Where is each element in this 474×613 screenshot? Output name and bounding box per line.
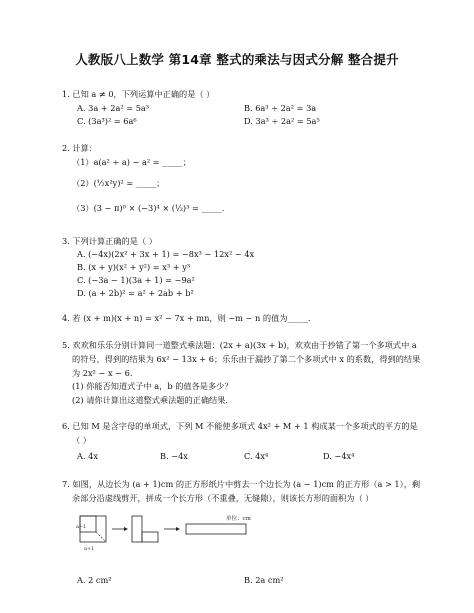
q1-stem: 1. 已知 a ≠ 0，下列运算中正确的是（ ）: [62, 89, 215, 99]
q3-option-c: C. (−3a − 1)(3a + 1) = −9a²: [77, 275, 195, 285]
q3-option-d: D. (a + 2b)² = a² + 2ab + b²: [77, 288, 194, 298]
side-label: a−1: [76, 524, 87, 530]
q6-line-1: 6. 已知 M 是含字母的单项式，下列 M 不能使多项式 4x² + M + 1 构成某一个多项式的平方的是: [62, 421, 418, 431]
q7-line-1: 7. 如图，从边长为 (a + 1)cm 的正方形纸片中剪去一个边长为 (a − 1)cm 的正方形（a > 1），剩: [62, 479, 421, 489]
page-title: 人教版八上数学 第14章 整式的乘法与因式分解 整合提升: [75, 52, 399, 67]
q1-option-b: B. 6a³ ÷ 2a² = 3a: [244, 103, 317, 113]
q7-figure: [76, 512, 396, 552]
cut-pieces-figure: [132, 516, 158, 542]
q5-line-3: 为 2x² − x − 6.: [72, 368, 133, 378]
q5-part-2: (2) 请你计算出这道整式乘法题的正确结果.: [72, 395, 228, 405]
q1-option-c: C. (3a³)² = 6a⁶: [77, 116, 137, 126]
q7-line-2: 余部分沿虚线剪开，拼成一个长方形（不重叠，无缝隙），则该长方形的面积为（ ）: [72, 493, 374, 503]
q7-option-a: A. 2 cm²: [77, 575, 112, 585]
q6-option-a: A. 4x: [77, 451, 98, 461]
q7-option-b: B. 2a cm²: [244, 575, 284, 585]
q2-item-2: （2）(½x²y)² = _____；: [72, 178, 165, 188]
bottom-label: a+1: [84, 546, 95, 552]
q1-option-d: D. 3a³ ÷ 2a² = 5a⁵: [244, 116, 320, 126]
q2-item-3: （3）(3 − π)⁰ × (−3)⁴ × (⅓)³ = _____.: [72, 203, 225, 213]
unit-label: 单位：cm: [226, 516, 251, 522]
q3-option-a: A. (−4x)(2x² + 3x + 1) = −8x³ − 12x² − 4x: [77, 249, 255, 259]
q5-line-2: 的符号，得到的结果为 6x² − 13x + 6；乐乐由于漏抄了第二个多项式中 x 的系数，得到的结果: [72, 354, 421, 364]
arrow-1-head: [124, 527, 128, 531]
q6-option-b: B. −4x: [160, 451, 188, 461]
q6-line-2: （ ）: [72, 435, 91, 445]
q4-stem: 4. 若 (x + m)(x + n) = x² − 7x + mn，则 −m − n 的值为_____.: [62, 313, 311, 323]
q5-part-1: (1) 你能否知道式子中 a，b 的值各是多少？: [72, 381, 233, 391]
result-rectangle: [186, 524, 246, 534]
q3-stem: 3. 下列计算正确的是（ ）: [62, 236, 157, 246]
q3-option-b: B. (x + y)(x² + y²) = x³ + y³: [77, 262, 191, 272]
arrow-2-head: [176, 527, 180, 531]
q1-option-a: A. 3a + 2a² = 5a³: [77, 103, 150, 113]
q6-option-c: C. 4x⁴: [244, 451, 269, 461]
q2-item-1: （1）a(a² ÷ a) − a² = _____；: [72, 157, 191, 167]
q2-stem: 2. 计算：: [62, 143, 97, 153]
q5-line-1: 5. 欢欢和乐乐分别计算同一道整式乘法题：(2x + a)(3x + b)，欢欢由于抄错了第一个多项式中 a: [62, 340, 417, 350]
q6-option-d: D. −4x⁴: [323, 451, 355, 461]
